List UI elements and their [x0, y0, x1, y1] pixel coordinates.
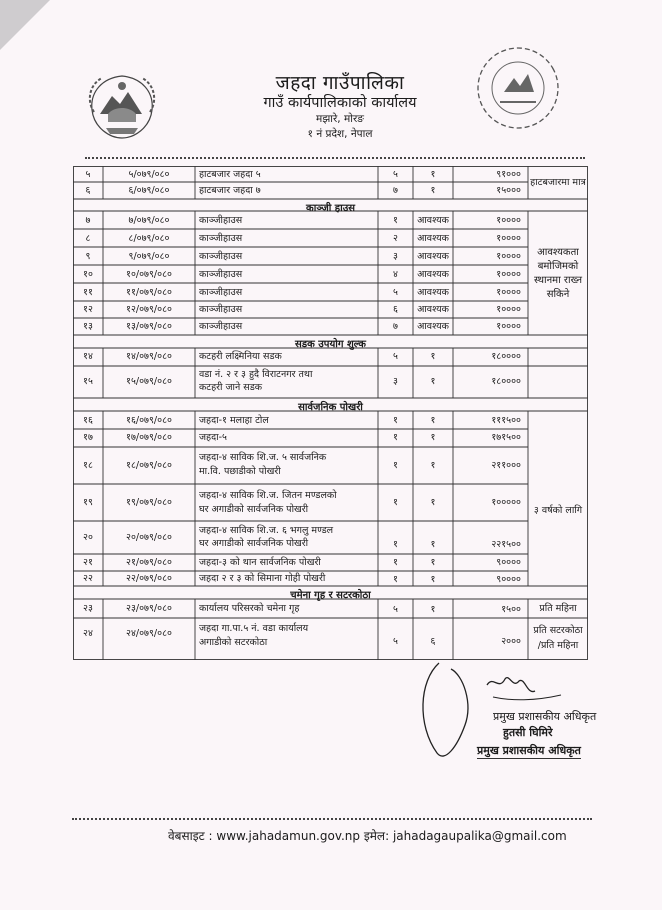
- remarks: प्रति सटरकोठा: [533, 625, 583, 636]
- website-link[interactable]: www.jahadamun.gov.np: [216, 829, 361, 843]
- ward-number: १: [393, 539, 398, 550]
- serial-number: २४: [83, 628, 93, 639]
- serial-number: १५: [83, 376, 93, 387]
- ward-number: १: [393, 460, 398, 471]
- serial-number: १६: [83, 415, 93, 426]
- base-amount: १००००: [496, 269, 521, 280]
- unit-count: आवश्यक: [417, 269, 449, 280]
- remarks-line: बमोजिमको: [537, 261, 579, 272]
- remarks-line: सकिने: [546, 289, 570, 300]
- reference-number: १२/०७९/०८०: [126, 304, 172, 315]
- reference-number: ८/०७९/०८०: [128, 233, 170, 244]
- item-name: हाटबजार जहदा ७: [199, 185, 261, 196]
- base-amount: १०००००: [491, 497, 521, 508]
- serial-number: ७: [85, 215, 91, 226]
- item-name: जहदा-४ साविक शि.ज. ६ भगलु मण्डल: [199, 525, 334, 536]
- unit-count: १: [430, 460, 436, 471]
- base-amount: १५०००: [496, 185, 521, 196]
- base-amount: १७१५००: [491, 432, 521, 443]
- item-name: काञ्जीहाउस: [199, 215, 243, 226]
- base-amount: २११०००: [491, 460, 521, 471]
- reference-number: २३/०७९/०८०: [126, 603, 172, 614]
- unit-count: १: [430, 539, 436, 550]
- reference-number: १३/०७९/०८०: [126, 321, 172, 332]
- email-link[interactable]: jahadagaupalika@gmail.com: [392, 829, 567, 843]
- ward-number: ५: [393, 604, 398, 615]
- ward-number: १: [393, 497, 398, 508]
- unit-count: १: [430, 604, 436, 615]
- office-address: मझारे, मोरङ: [316, 113, 364, 125]
- reference-number: २०/०७९/०८०: [126, 532, 172, 543]
- unit-count: १: [430, 376, 436, 387]
- item-name-line-2: मा.वि. पछाडीको पोखरी: [199, 466, 281, 477]
- unit-count: आवश्यक: [417, 215, 449, 226]
- footer-divider: [72, 818, 592, 820]
- item-name: जहदा-४ साविक शि.ज. ५ सार्वजनिक: [199, 452, 327, 463]
- unit-count: आवश्यक: [417, 321, 449, 332]
- base-amount: १००००: [496, 233, 521, 244]
- serial-number: २१: [83, 557, 93, 568]
- ward-number: २: [393, 233, 398, 244]
- ward-number: ६: [393, 304, 398, 315]
- item-name: काञ्जीहाउस: [199, 287, 243, 298]
- serial-number: १४: [83, 351, 93, 362]
- unit-count: १: [430, 432, 436, 443]
- item-name: वडा नं. २ र ३ हुदै विराटनगर तथा: [199, 369, 313, 380]
- reference-number: १५/०७९/०८०: [126, 376, 172, 387]
- base-amount: १००००: [496, 215, 521, 226]
- reference-number: २१/०७९/०८०: [126, 557, 172, 568]
- serial-number: १०: [83, 269, 93, 280]
- header-divider: [85, 157, 585, 159]
- unit-count: १: [430, 169, 436, 180]
- reference-number: ७/०७९/०८०: [128, 215, 170, 226]
- section-heading-road-fee: सडक उपयोग शुल्क: [295, 339, 366, 350]
- section-heading-canteen-shutter: चमेना गृह र सटरकोठा: [290, 590, 371, 601]
- remarks-line: स्थानमा राख्न: [533, 275, 583, 286]
- fee-table: [73, 166, 588, 660]
- serial-number: २२: [83, 573, 93, 584]
- ward-number: ५: [393, 636, 398, 647]
- section-heading-public-pond: सार्वजनिक पोखरी: [298, 402, 363, 413]
- serial-number: १७: [83, 432, 93, 443]
- base-amount: ९००००: [496, 557, 521, 568]
- unit-count: आवश्यक: [417, 287, 449, 298]
- ward-number: १: [393, 415, 398, 426]
- serial-number: ६: [85, 185, 91, 196]
- item-name: जहदा गा.पा.५ नं. वडा कार्यालय: [199, 623, 309, 634]
- remarks-pond: ३ वर्षको लागि: [533, 505, 583, 516]
- footer-contact: [168, 827, 567, 844]
- reference-number: ११/०७९/०८०: [126, 287, 172, 298]
- reference-number: ६/०७९/०८०: [128, 185, 170, 196]
- unit-count: आवश्यक: [417, 304, 449, 315]
- ward-number: १: [393, 574, 398, 585]
- item-name-line-2: घर अगाडीको सार्वजनिक पोखरी: [199, 504, 309, 515]
- remarks-kanji: [528, 246, 588, 302]
- base-amount: १५००: [501, 604, 521, 615]
- signatory-title: प्रमुख प्रशासकीय अधिकृत: [493, 710, 597, 723]
- reference-number: २४/०७९/०८०: [126, 628, 172, 639]
- signatory-stamp: प्रमुख प्रशासकीय अधिकृत: [477, 744, 581, 757]
- reference-number: १८/०७९/०८०: [126, 460, 172, 471]
- ward-number: ४: [393, 269, 398, 280]
- base-amount: १११५००: [491, 415, 521, 426]
- reference-number: ५/०७९/०८०: [128, 169, 170, 180]
- remarks-line-2: /प्रति महिना: [537, 640, 579, 651]
- base-amount: ९००००: [496, 574, 521, 585]
- ward-number: ३: [393, 251, 398, 262]
- serial-number: १८: [83, 460, 93, 471]
- unit-count: १: [430, 497, 436, 508]
- website-label: वेबसाइट :: [168, 829, 213, 843]
- reference-number: १९/०७९/०८०: [126, 497, 172, 508]
- serial-number: ५: [85, 169, 91, 180]
- ward-number: १: [393, 215, 398, 226]
- signature-block: [415, 655, 595, 770]
- ward-number: ७: [393, 185, 398, 196]
- serial-number: १२: [83, 304, 93, 315]
- base-amount: १८००००: [491, 351, 521, 362]
- base-amount: १००००: [496, 287, 521, 298]
- serial-number: १३: [83, 321, 93, 332]
- base-amount: ९१०००: [496, 169, 521, 180]
- unit-count: आवश्यक: [417, 233, 449, 244]
- item-name-line-2: अगाडीको सटरकोठा: [199, 637, 268, 648]
- letterhead: [0, 62, 662, 157]
- item-name: हाटबजार जहदा ५: [199, 169, 261, 180]
- item-name: जहदा-१ मलाहा टोल: [199, 415, 269, 426]
- reference-number: ९/०७९/०८०: [128, 251, 170, 262]
- office-name: गाउँ कार्यपालिकाको कार्यालय: [263, 95, 417, 111]
- item-name: काञ्जीहाउस: [199, 321, 243, 332]
- item-name-line-2: घर अगाडीको सार्वजनिक पोखरी: [199, 538, 309, 549]
- reference-number: १०/०७९/०८०: [126, 269, 172, 280]
- item-name: जहदा २ र ३ को सिमाना गोही पोखरी: [199, 573, 326, 584]
- item-name: काञ्जीहाउस: [199, 304, 243, 315]
- remarks: हाटबजारमा मात्र: [530, 177, 586, 188]
- base-amount: १००००: [496, 251, 521, 262]
- serial-number: १९: [83, 497, 93, 508]
- ward-number: ५: [393, 351, 398, 362]
- ward-number: १: [393, 432, 398, 443]
- serial-number: ९: [85, 251, 91, 262]
- base-amount: १००००: [496, 304, 521, 315]
- remarks-line: आवश्यकता: [537, 247, 579, 258]
- email-label: इमेल:: [363, 829, 390, 843]
- reference-number: १६/०७९/०८०: [126, 415, 172, 426]
- page-fold: [0, 0, 50, 50]
- signatory-name: हुतसी घिमिरे: [503, 726, 553, 739]
- item-name-line-2: कटहरी जाने सडक: [199, 382, 263, 393]
- letterhead-text: [230, 72, 450, 142]
- unit-count: १: [430, 557, 436, 568]
- base-amount: २०००: [501, 636, 521, 647]
- base-amount: २२१५००: [491, 539, 521, 550]
- item-name: कार्यालय परिसरको चमेना गृह: [199, 603, 300, 614]
- unit-count: आवश्यक: [417, 251, 449, 262]
- section-heading-kanji-house: काञ्जी हाउस: [306, 203, 355, 214]
- ward-number: ७: [393, 321, 398, 332]
- reference-number: १४/०७९/०८०: [126, 351, 172, 362]
- item-name: जहदा-३ को थान सार्वजनिक पोखरी: [199, 557, 321, 568]
- ward-number: ५: [393, 287, 398, 298]
- unit-count: १: [430, 351, 436, 362]
- province-line: १ नं प्रदेश, नेपाल: [307, 128, 373, 140]
- ward-number: ३: [393, 376, 398, 387]
- serial-number: ८: [85, 233, 91, 244]
- item-name: जहदा-४ साविक शि.ज. जितन मण्डलको: [199, 490, 337, 501]
- base-amount: १००००: [496, 321, 521, 332]
- serial-number: २०: [83, 532, 93, 543]
- item-name: काञ्जीहाउस: [199, 251, 243, 262]
- unit-count: १: [430, 415, 436, 426]
- item-name: काञ्जीहाउस: [199, 233, 243, 244]
- remarks: प्रति महिना: [539, 603, 577, 614]
- serial-number: ११: [83, 287, 93, 298]
- reference-number: २२/०७९/०८०: [126, 573, 172, 584]
- unit-count: १: [430, 574, 436, 585]
- item-name: काञ्जीहाउस: [199, 269, 243, 280]
- reference-number: १७/०७९/०८०: [126, 432, 172, 443]
- serial-number: २३: [83, 603, 93, 614]
- organization-name: जहदा गाउँपालिका: [275, 72, 405, 94]
- item-name: कटहरी लक्ष्मिनिया सडक: [199, 351, 282, 362]
- ward-number: ५: [393, 169, 398, 180]
- unit-count: ६: [430, 636, 436, 647]
- item-name: जहदा-५: [199, 432, 227, 443]
- ward-number: १: [393, 557, 398, 568]
- office-seal-icon: [470, 40, 566, 136]
- base-amount: १८००००: [491, 376, 521, 387]
- unit-count: १: [430, 185, 436, 196]
- nepal-emblem-icon: [82, 70, 162, 142]
